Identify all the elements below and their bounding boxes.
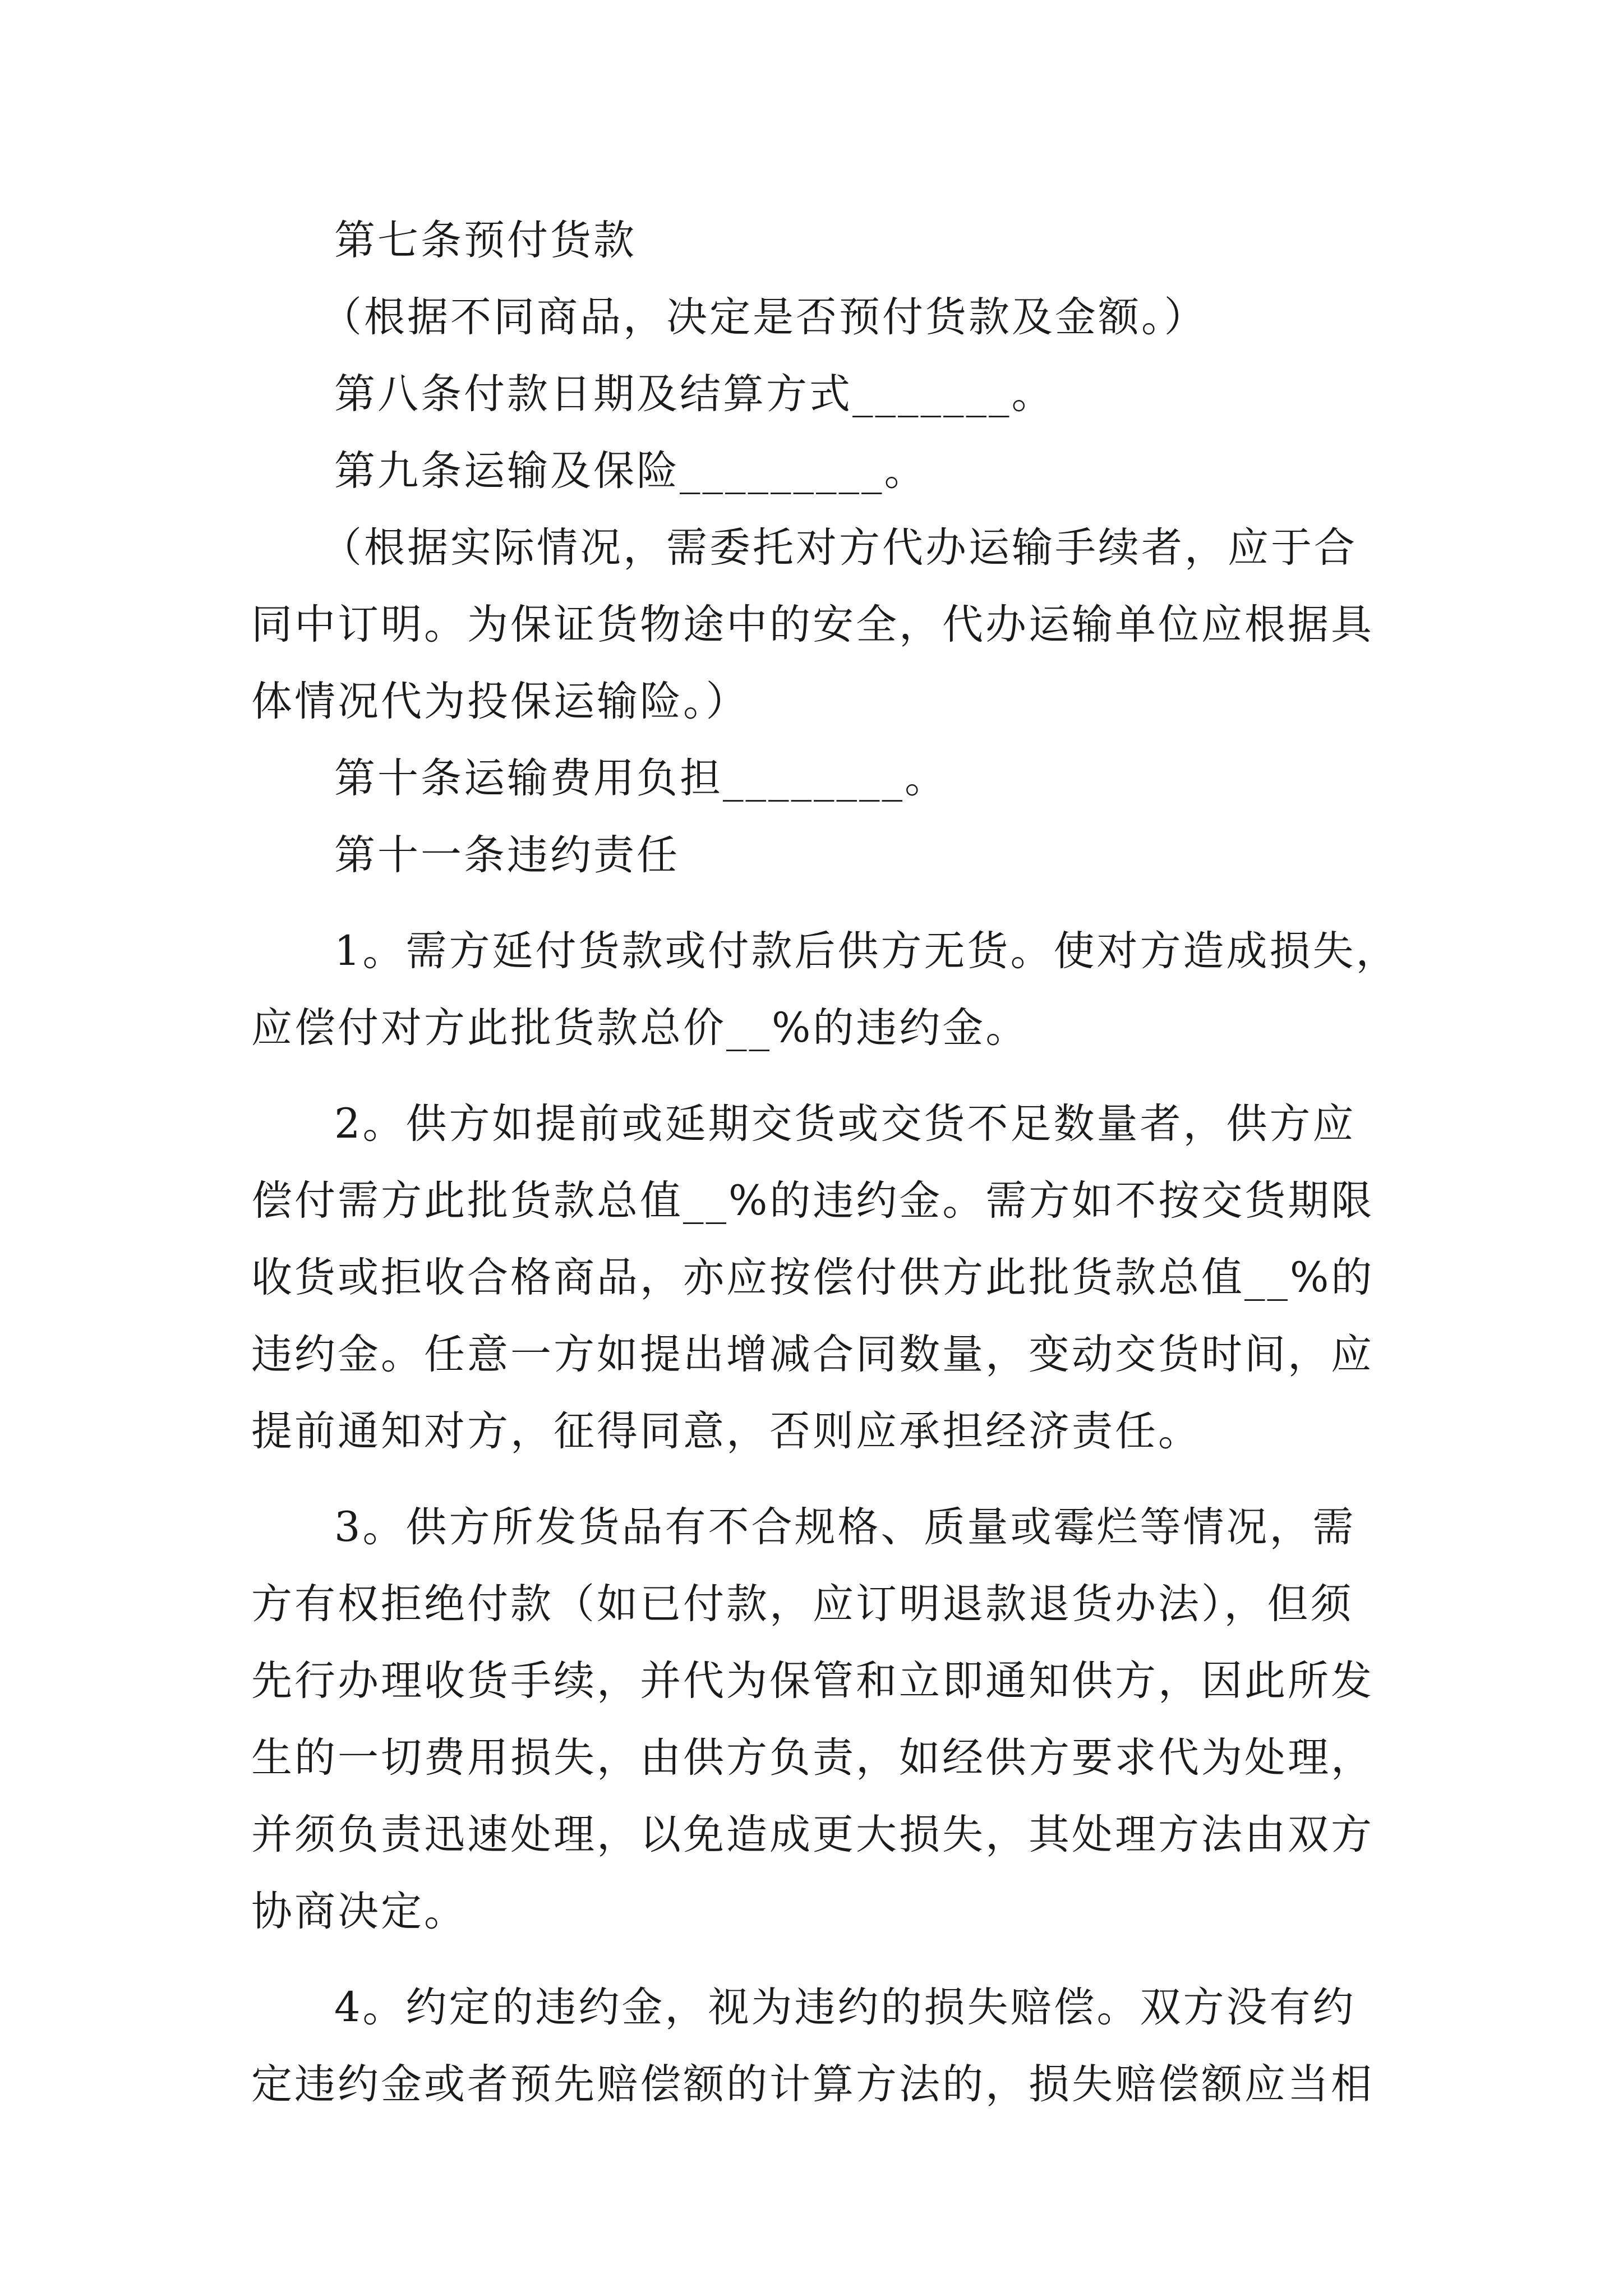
clause-1-line-1: 1。需方延付货款或付款后供方无货。使对方造成损失， (334, 927, 1399, 975)
clause-1-line-2: 应偿付对方此批货款总价__%的违约金。 (251, 1004, 1029, 1052)
clause-2-line-5: 提前通知对方，征得同意，否则应承担经济责任。 (251, 1407, 1201, 1455)
clause-3-line-6: 协商决定。 (251, 1888, 467, 1935)
clause-3-line-5: 并须负责迅速处理，以免造成更大损失，其处理方法由双方 (251, 1811, 1374, 1858)
article-8-heading: 第八条付款日期及结算方式_______。 (334, 370, 1055, 418)
clause-2-line-3: 收货或拒收合格商品，亦应按偿付供方此批货款总值__%的 (251, 1254, 1375, 1301)
article-9-note-line-1: （根据实际情况，需委托对方代办运输手续者，应于合 (321, 524, 1357, 572)
article-11-heading: 第十一条违约责任 (334, 831, 680, 879)
clause-2-line-1: 2。供方如提前或延期交货或交货不足数量者，供方应 (334, 1100, 1356, 1148)
clause-3-line-3: 先行办理收货手续，并代为保管和立即通知供方，因此所发 (251, 1657, 1374, 1705)
clause-4-line-1: 4。约定的违约金，视为违约的损失赔偿。双方没有约 (334, 1984, 1356, 2031)
article-10-heading: 第十条运输费用负担________。 (334, 754, 948, 802)
article-7-heading: 第七条预付货款 (334, 217, 637, 264)
clause-3-line-1: 3。供方所发货品有不合规格、质量或霉烂等情况，需 (334, 1503, 1356, 1551)
article-9-heading: 第九条运输及保险_________。 (334, 447, 928, 495)
clause-2-line-4: 违约金。任意一方如提出增减合同数量，变动交货时间，应 (251, 1331, 1374, 1378)
clause-2-line-2: 偿付需方此批货款总值__%的违约金。需方如不按交货期限 (251, 1177, 1375, 1225)
article-9-note-line-3: 体情况代为投保运输险。） (251, 678, 749, 725)
clause-3-line-2: 方有权拒绝付款（如已付款，应订明退款退货办法），但须 (251, 1580, 1354, 1628)
article-7-note: （根据不同商品，决定是否预付货款及金额。） (321, 293, 1207, 341)
clause-3-line-4: 生的一切费用损失，由供方负责，如经供方要求代为处理， (251, 1734, 1374, 1782)
document-body (251, 202, 1399, 2123)
article-9-note-line-2: 同中订明。为保证货物途中的安全，代办运输单位应根据具 (251, 601, 1374, 648)
clause-4-line-2: 定违约金或者预先赔偿额的计算方法的，损失赔偿额应当相 (251, 2060, 1374, 2108)
